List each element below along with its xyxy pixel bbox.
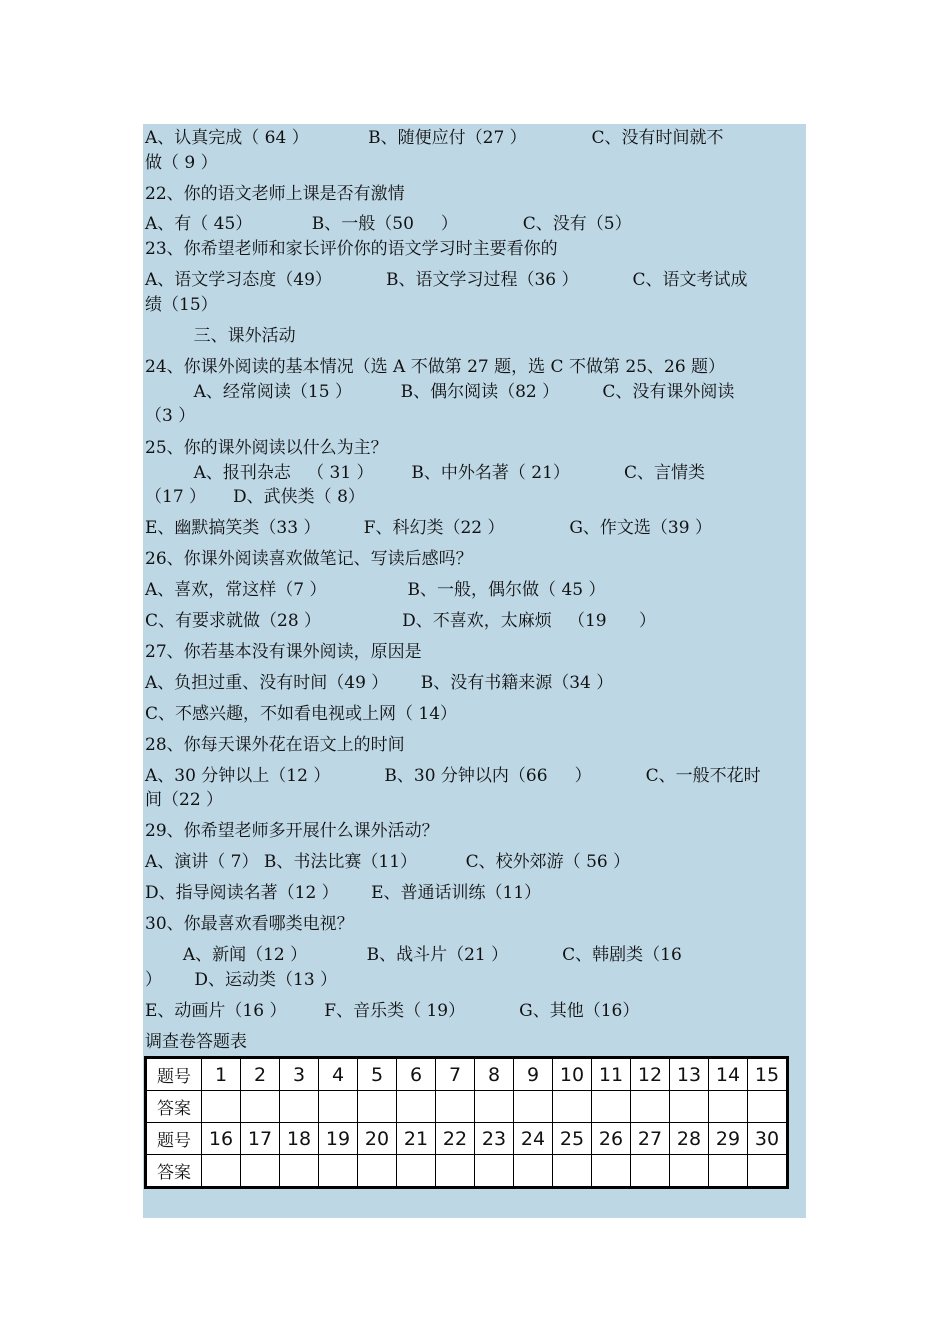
answer-cell[interactable] [631,1155,670,1188]
text-line: E、幽默搞笑类（33 ） F、科幻类（22 ） G、作文选（39 ） [145,518,712,538]
question-number-cell: 2 [241,1058,280,1091]
question-number-cell: 27 [631,1123,670,1155]
answer-cell[interactable] [553,1091,592,1123]
number-row [146,1123,788,1155]
text-line: A、演讲（ 7） B、书法比赛（11） C、校外郊游（ 56 ） [145,852,631,872]
question-number-cell: 26 [592,1123,631,1155]
text-line: D、指导阅读名著（12 ） E、普通话训练（11） [145,883,542,903]
question-number-cell: 5 [358,1058,397,1091]
question-number-cell: 7 [436,1058,475,1091]
question-23: 23、你希望老师和家长评价你的语文学习时主要看你的 [145,239,558,259]
question-30: 30、你最喜欢看哪类电视？ [145,914,354,934]
answer-cell[interactable] [397,1091,436,1123]
question-number-cell: 10 [553,1058,592,1091]
question-number-cell: 17 [241,1123,280,1155]
answer-cell[interactable] [670,1155,709,1188]
text-line: A、认真完成（ 64 ） B、随便应付（27 ） C、没有时间就不 [145,128,724,148]
answer-sheet-table [144,1056,789,1189]
text-line: 绩（15） [145,295,218,315]
text-line: 做（ 9 ） [145,153,218,173]
answer-row [146,1155,788,1188]
row-label: 题号 [146,1123,202,1155]
answer-cell[interactable] [514,1091,553,1123]
text-line: A、负担过重、没有时间（49 ） B、没有书籍来源（34 ） [145,673,614,693]
section-heading: 三、课外活动 [145,326,296,346]
question-number-cell: 23 [475,1123,514,1155]
answer-cell[interactable] [241,1155,280,1188]
question-number-cell: 4 [319,1058,358,1091]
answer-cell[interactable] [202,1155,241,1188]
answer-cell[interactable] [475,1155,514,1188]
answer-cell[interactable] [202,1091,241,1123]
text-line: C、有要求就做（28 ） D、不喜欢，太麻烦 （19 ） [145,611,656,631]
answer-cell[interactable] [397,1155,436,1188]
answer-cell[interactable] [358,1155,397,1188]
question-number-cell: 12 [631,1058,670,1091]
question-number-cell: 28 [670,1123,709,1155]
question-number-cell: 24 [514,1123,553,1155]
text-line: A、经常阅读（15 ） B、偶尔阅读（82 ） C、没有课外阅读 [145,382,735,402]
text-line: A、报刊杂志 （ 31 ） B、中外名著（ 21） C、言情类 [145,463,705,483]
answer-cell[interactable] [280,1091,319,1123]
text-line: A、有（ 45） B、一般（50 ） C、没有（5） [145,214,632,234]
text-line: （17 ） D、武侠类（ 8） [145,487,365,507]
answer-cell[interactable] [748,1155,788,1188]
question-25: 25、你的课外阅读以什么为主？ [145,438,388,458]
question-number-cell: 3 [280,1058,319,1091]
question-27: 27、你若基本没有课外阅读，原因是 [145,642,422,662]
text-line: C、不感兴趣，不如看电视或上网（ 14） [145,704,458,724]
answer-cell[interactable] [319,1091,358,1123]
text-line: 间（22 ） [145,790,224,810]
question-number-cell: 14 [709,1058,748,1091]
answer-cell[interactable] [748,1091,788,1123]
text-line: A、语文学习态度（49） B、语文学习过程（36 ） C、语文考试成 [145,270,748,290]
question-number-cell: 15 [748,1058,788,1091]
question-number-cell: 20 [358,1123,397,1155]
answer-cell[interactable] [709,1155,748,1188]
question-number-cell: 21 [397,1123,436,1155]
text-line: ） D、运动类（13 ） [145,970,338,990]
answer-cell[interactable] [670,1091,709,1123]
text-line: A、喜欢，常这样（7 ） B、一般，偶尔做（ 45 ） [145,580,606,600]
question-24: 24、你课外阅读的基本情况（选 A 不做第 27 题，选 C 不做第 25、26 题） [145,357,726,377]
answer-row [146,1091,788,1123]
text-line: E、动画片（16 ） F、音乐类（ 19） G、其他（16） [145,1001,640,1021]
text-line: A、30 分钟以上（12 ） B、30 分钟以内（66 ） C、一般不花时 [145,766,761,786]
row-label: 答案 [146,1155,202,1188]
question-number-cell: 22 [436,1123,475,1155]
question-number-cell: 9 [514,1058,553,1091]
answer-cell[interactable] [280,1155,319,1188]
question-number-cell: 16 [202,1123,241,1155]
answer-cell[interactable] [631,1091,670,1123]
question-number-cell: 19 [319,1123,358,1155]
question-number-cell: 30 [748,1123,788,1155]
question-number-cell: 6 [397,1058,436,1091]
answer-cell[interactable] [358,1091,397,1123]
question-number-cell: 13 [670,1058,709,1091]
question-number-cell: 8 [475,1058,514,1091]
answer-cell[interactable] [319,1155,358,1188]
text-line: （3 ） [145,406,196,426]
question-number-cell: 1 [202,1058,241,1091]
answer-cell[interactable] [436,1091,475,1123]
text-line: A、新闻（12 ） B、战斗片（21 ） C、韩剧类（16 [145,945,682,965]
question-22: 22、你的语文老师上课是否有激情 [145,184,405,204]
question-number-cell: 18 [280,1123,319,1155]
answer-cell[interactable] [475,1091,514,1123]
question-number-cell: 11 [592,1058,631,1091]
question-26: 26、你课外阅读喜欢做笔记、写读后感吗？ [145,549,473,569]
number-row [146,1058,788,1091]
question-28: 28、你每天课外花在语文上的时间 [145,735,405,755]
table-caption: 调查卷答题表 [145,1032,247,1052]
answer-cell[interactable] [592,1155,631,1188]
question-number-cell: 25 [553,1123,592,1155]
row-label: 题号 [146,1058,202,1091]
answer-cell[interactable] [709,1091,748,1123]
answer-cell[interactable] [553,1155,592,1188]
answer-cell[interactable] [592,1091,631,1123]
answer-cell[interactable] [514,1155,553,1188]
answer-cell[interactable] [241,1091,280,1123]
answer-cell[interactable] [436,1155,475,1188]
question-29: 29、你希望老师多开展什么课外活动？ [145,821,439,841]
row-label: 答案 [146,1091,202,1123]
question-number-cell: 29 [709,1123,748,1155]
